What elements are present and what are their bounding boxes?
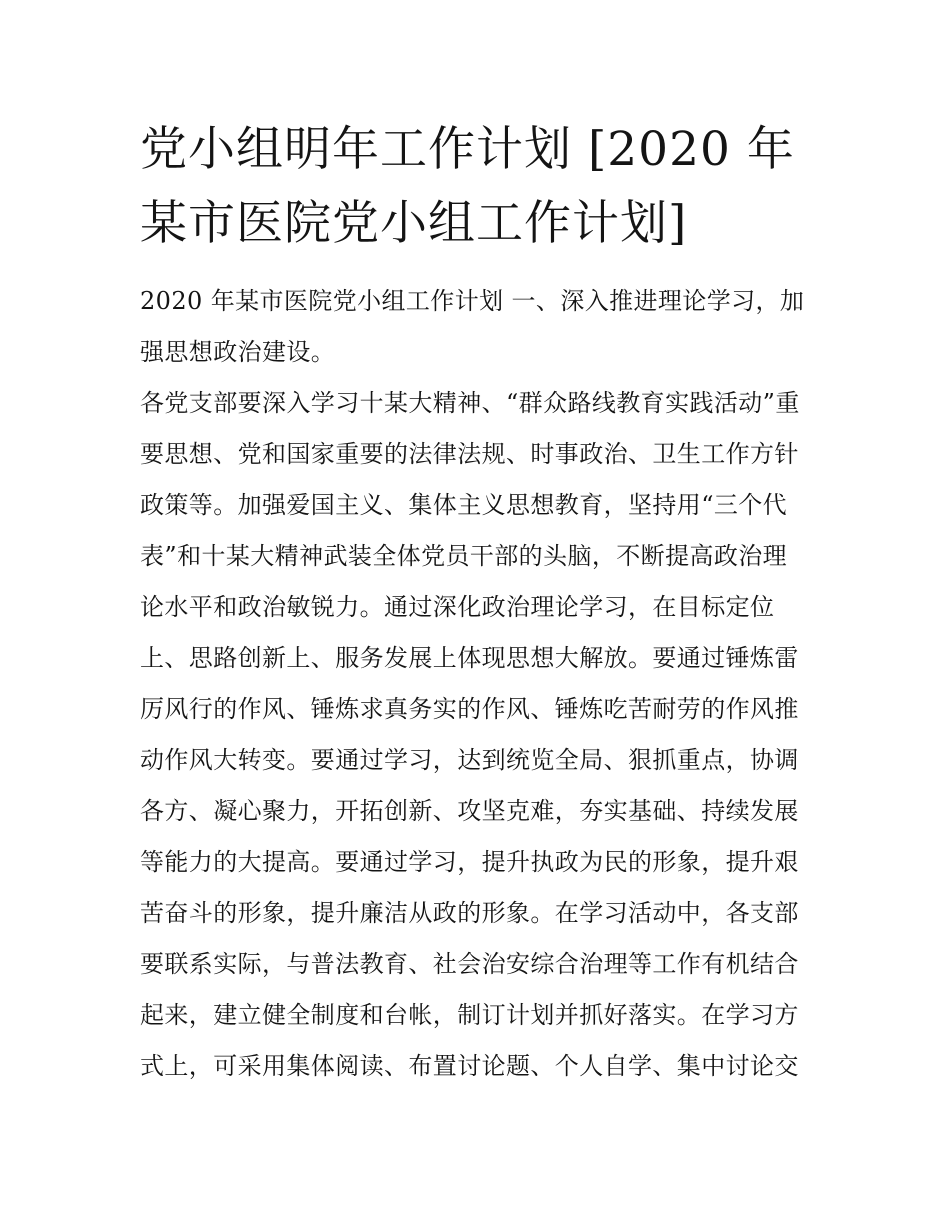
text-line: 论水平和政治敏锐力。通过深化政治理论学习，在目标定位 bbox=[140, 593, 775, 621]
paragraph bbox=[140, 276, 820, 378]
text-line: 政策等。加强爱国主义、集体主义思想教育，坚持用“三个代 bbox=[140, 491, 788, 519]
paragraph bbox=[140, 378, 820, 1092]
text-line: 式上，可采用集体阅读、布置讨论题、个人自学、集中讨论交 bbox=[140, 1052, 799, 1080]
text-line: 起来，建立健全制度和台帐，制订计划并抓好落实。在学习方 bbox=[140, 1001, 799, 1029]
text-line: 苦奋斗的形象，提升廉洁从政的形象。在学习活动中，各支部 bbox=[140, 899, 799, 927]
document-title bbox=[140, 113, 820, 261]
text-line: 要联系实际，与普法教育、社会治安综合治理等工作有机结合 bbox=[140, 950, 799, 978]
title-line: 党小组明年工作计划 [2020 年 bbox=[140, 122, 795, 177]
text-line: 各党支部要深入学习十某大精神、“群众路线教育实践活动”重 bbox=[140, 389, 800, 417]
text-line: 强思想政治建设。 bbox=[140, 338, 336, 366]
text-line: 要思想、党和国家重要的法律法规、时事政治、卫生工作方针 bbox=[140, 440, 799, 468]
text-line: 表”和十某大精神武装全体党员干部的头脑，不断提高政治理 bbox=[140, 542, 788, 570]
text-line: 等能力的大提高。要通过学习，提升执政为民的形象，提升艰 bbox=[140, 848, 799, 876]
text-line: 上、思路创新上、服务发展上体现思想大解放。要通过锤炼雷 bbox=[140, 644, 799, 672]
document-body bbox=[140, 276, 820, 1092]
text-line: 动作风大转变。要通过学习，达到统览全局、狠抓重点，协调 bbox=[140, 746, 799, 774]
text-line: 各方、凝心聚力，开拓创新、攻坚克难，夯实基础、持续发展 bbox=[140, 797, 799, 825]
title-line: 某市医院党小组工作计划] bbox=[140, 196, 688, 251]
text-line: 厉风行的作风、锤炼求真务实的作风、锤炼吃苦耐劳的作风推 bbox=[140, 695, 799, 723]
text-line: 2020 年某市医院党小组工作计划 一、深入推进理论学习，加 bbox=[140, 287, 805, 315]
